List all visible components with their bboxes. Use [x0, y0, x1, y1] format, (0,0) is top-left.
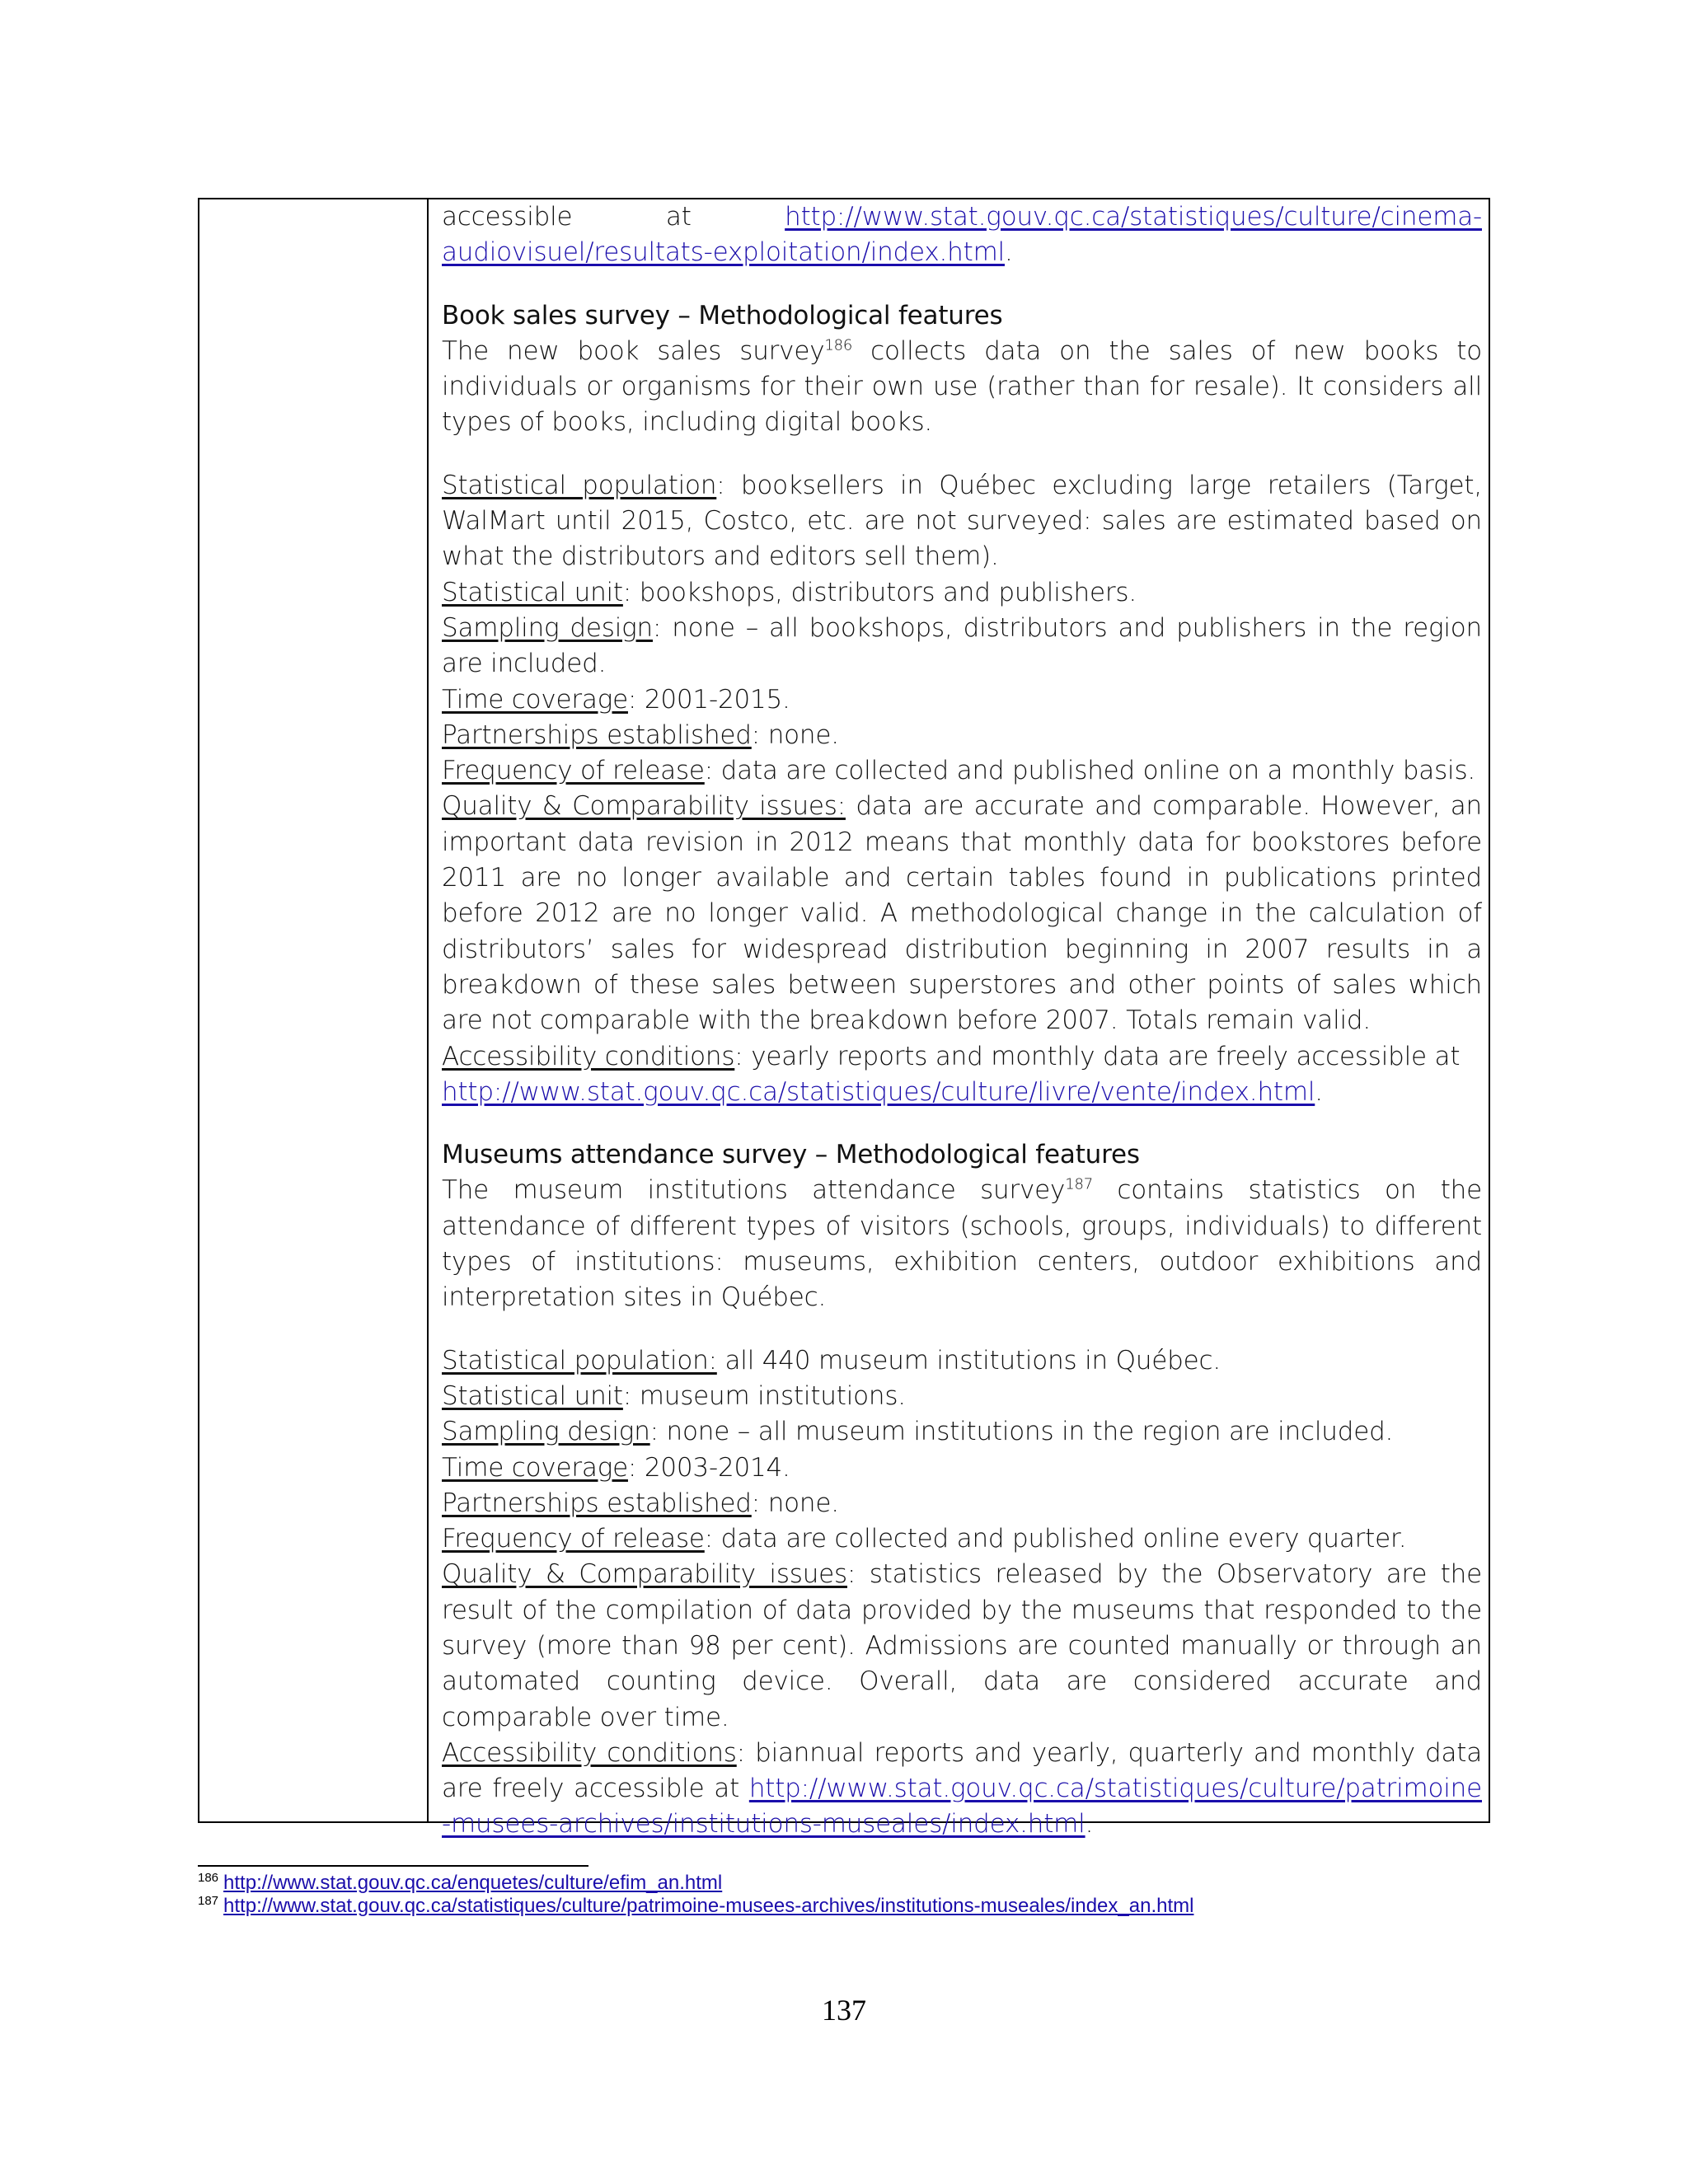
- book-access-link-line: [442, 1075, 1482, 1110]
- book-population-label: Statistical population: [442, 470, 717, 500]
- museum-frequency-text: : data are collected and published online every quarter.: [704, 1524, 1407, 1554]
- book-section-heading: Book sales survey – Methodological features: [442, 300, 1003, 330]
- cinema-link-part2[interactable]: audiovisuel/resultats-exploitation/index.html: [442, 237, 1005, 268]
- intro-trail: .: [1004, 237, 1013, 268]
- museum-time: [442, 1451, 1482, 1486]
- museum-frequency: [442, 1521, 1482, 1557]
- book-sampling: [442, 611, 1482, 682]
- book-desc-after: collects data on the sales of new books to individuals or organisms for their own use (rather than for resale). It considers all types of books, including digital books.: [442, 335, 1482, 438]
- museum-partnerships-label: Partnerships established: [442, 1488, 752, 1518]
- book-sampling-text: : none – all bookshops, distributors and publishers in the region are included.: [442, 612, 1483, 679]
- footnote-link[interactable]: http://www.stat.gouv.qc.ca/statistiques/culture/patrimoine-musees-archives/institutions-museales/index_an.html: [223, 1895, 1194, 1917]
- book-unit-text: : bookshops, distributors and publishers.: [622, 577, 1137, 607]
- column-divider: [427, 199, 429, 1821]
- book-population: [442, 468, 1482, 575]
- book-description: [442, 334, 1482, 441]
- book-quality-label: Quality & Comparability issues:: [442, 791, 846, 822]
- museum-sampling: [442, 1414, 1482, 1450]
- book-unit: [442, 575, 1482, 611]
- book-access-text: : yearly reports and monthly data are freely accessible at: [734, 1041, 1461, 1071]
- footnotes: [198, 1872, 1517, 1918]
- museum-unit-text: : museum institutions.: [622, 1380, 906, 1411]
- museum-desc-after: contains statistics on the attendance of different types of visitors (schools, groups, individuals) to different types of institutions: museums, exhibition centers, outdoor exhibitions and interpretation sites in Québec.: [442, 1175, 1482, 1313]
- table-content-cell: [442, 199, 1482, 1843]
- museum-sampling-text: : none – all museum institutions in the region are included.: [649, 1417, 1394, 1447]
- footnote-ref-186[interactable]: 186: [824, 336, 853, 354]
- museum-partnerships-text: : none.: [751, 1488, 839, 1518]
- intro-line-2: [442, 235, 1482, 270]
- book-frequency: [442, 753, 1482, 789]
- cinema-link-part1[interactable]: http://www.stat.gouv.qc.ca/statistiques/culture/cinema-: [785, 202, 1482, 232]
- museum-quality-text: : statistics released by the Observatory are the result of the compilation of data provided by the museums that responded to the survey (more than 98 per cent). Admissions are counted manually or through an automated counting device. Overall, data are considered accurate and comparable over time.: [442, 1559, 1482, 1732]
- museum-time-text: : 2003-2014.: [627, 1452, 790, 1483]
- museum-quality-label: Quality & Comparability issues: [442, 1559, 847, 1590]
- book-sales-link[interactable]: http://www.stat.gouv.qc.ca/statistiques/culture/livre/vente/index.html: [442, 1076, 1315, 1107]
- book-frequency-label: Frequency of release: [442, 756, 705, 786]
- intro-word-at: at: [665, 202, 692, 232]
- museum-unit: [442, 1379, 1482, 1414]
- museum-population: [442, 1343, 1482, 1379]
- book-quality-text: data are accurate and comparable. However, an important data revision in 2012 means that monthly data for bookstores before 2011 are no longer available and certain tables found in publications printed before 2012 are no longer valid. A methodological change in the calculation of distributors’ sales for widespread distribution beginning in 2007 results in a breakdown of these sales between superstores and other points of sales which are not comparable with the breakdown before 2007. Totals remain valid.: [442, 791, 1482, 1036]
- museum-frequency-label: Frequency of release: [442, 1524, 705, 1554]
- book-time: [442, 682, 1482, 718]
- museum-description: [442, 1173, 1482, 1315]
- book-desc-before: The new book sales survey: [442, 335, 825, 366]
- museum-attendance-link[interactable]: http://www.stat.gouv.qc.ca/statistiques/culture/patrimoine-musees-archives/institutions-museales/index.html: [442, 1774, 1482, 1840]
- museum-population-text: all 440 museum institutions in Québec.: [716, 1345, 1221, 1376]
- book-access-trail: .: [1315, 1076, 1323, 1107]
- museum-access-text: : biannual reports and yearly, quarterly and monthly data are freely accessible at: [442, 1737, 1482, 1804]
- museum-access-label: Accessibility conditions: [442, 1737, 737, 1768]
- footnote-187: [198, 1895, 1517, 1918]
- museum-section-heading: Museums attendance survey – Methodological features: [442, 1140, 1140, 1170]
- book-unit-label: Statistical unit: [442, 577, 623, 607]
- footnote-number: 186: [198, 1871, 219, 1885]
- book-time-label: Time coverage: [442, 684, 628, 715]
- footnote-link[interactable]: http://www.stat.gouv.qc.ca/enquetes/culture/efim_an.html: [223, 1872, 723, 1894]
- museum-access-trail: .: [1085, 1809, 1094, 1840]
- museum-time-label: Time coverage: [442, 1452, 628, 1483]
- museum-sampling-label: Sampling design: [442, 1417, 650, 1447]
- intro-word-accessible: accessible: [442, 202, 573, 232]
- museum-access: [442, 1736, 1482, 1843]
- museum-population-label: Statistical population:: [442, 1345, 717, 1376]
- book-partnerships-label: Partnerships established: [442, 719, 752, 750]
- book-access: [442, 1039, 1482, 1075]
- book-quality: [442, 789, 1482, 1038]
- footnote-ref-187[interactable]: 187: [1065, 1176, 1093, 1194]
- footnote-186: [198, 1872, 1517, 1895]
- book-population-text: : booksellers in Québec excluding large retailers (Target, WalMart until 2015, Costco, etc. are not surveyed: sales are estimated based on what the distributors and editors sell them).: [442, 470, 1482, 572]
- book-partnerships: [442, 718, 1482, 753]
- footnote-number: 187: [198, 1894, 219, 1908]
- museum-desc-before: The museum institutions attendance survey: [442, 1175, 1066, 1206]
- book-sampling-label: Sampling design: [442, 612, 653, 643]
- museum-unit-label: Statistical unit: [442, 1380, 623, 1411]
- intro-line: [442, 199, 1482, 235]
- book-partnerships-text: : none.: [751, 719, 839, 750]
- book-frequency-text: : data are collected and published online on a monthly basis.: [704, 756, 1476, 786]
- museum-quality: [442, 1557, 1482, 1735]
- page-number: 137: [822, 1994, 866, 2027]
- book-time-text: : 2001-2015.: [627, 684, 790, 715]
- methodology-table: [198, 198, 1490, 1840]
- museum-partnerships: [442, 1486, 1482, 1521]
- footnote-separator: [198, 1865, 588, 1867]
- book-access-label: Accessibility conditions: [442, 1041, 735, 1071]
